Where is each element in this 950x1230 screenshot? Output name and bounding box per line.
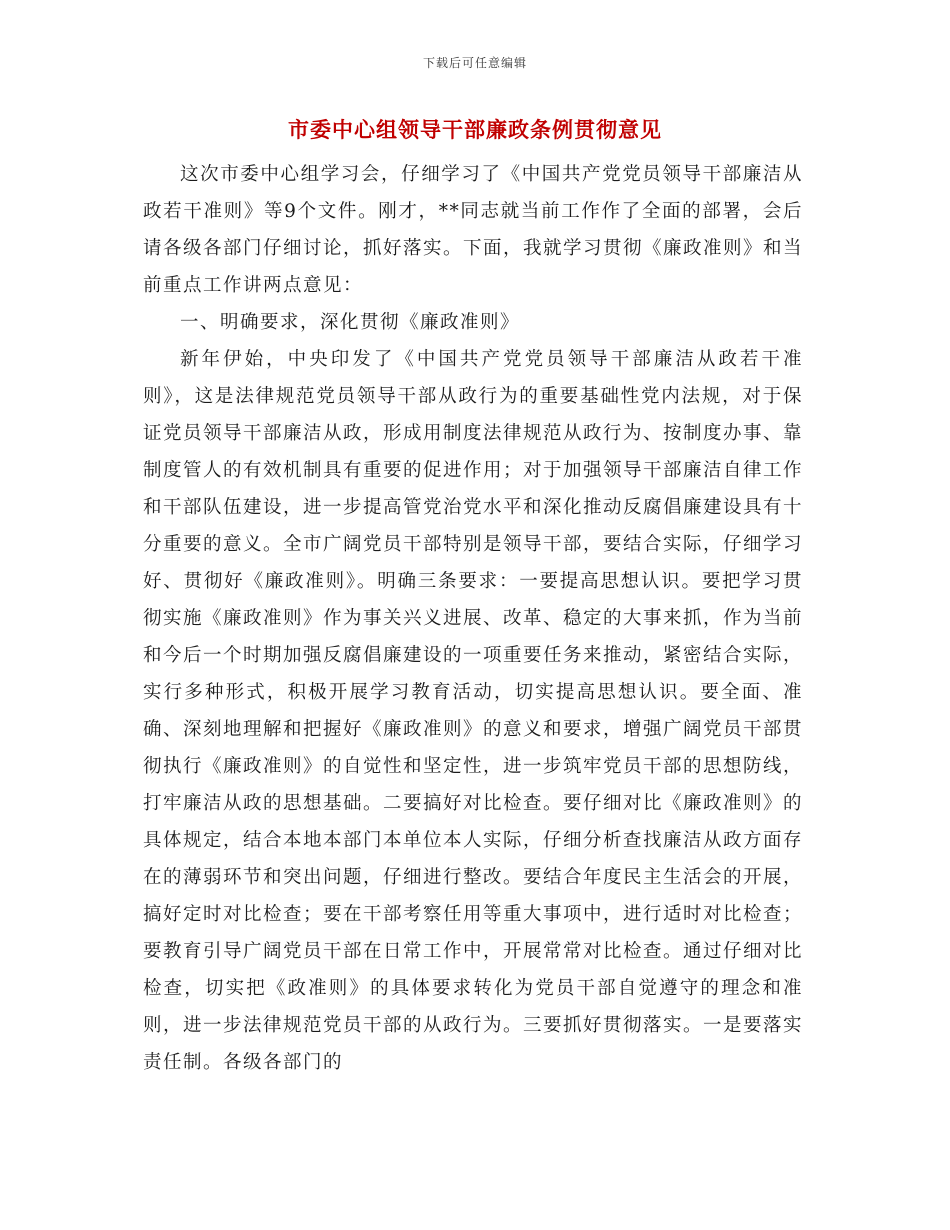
- section-heading-1: 一、明确要求，深化贯彻《廉政准则》: [180, 312, 521, 333]
- paragraph-intro: 这次市委中心组学习会，仔细学习了《中国共产党党员领导干部廉洁从政若干准则》等9个文件。刚才，**同志就当前工作作了全面的部署，会后请各级各部门仔细讨论，抓好落实。下面，我就学习贯彻《廉政准则》和当前重点工作讲两点意见：: [143, 164, 804, 296]
- document-body: [143, 156, 803, 1081]
- paragraph-section-1: 新年伊始，中央印发了《中国共产党党员领导干部廉洁从政若干准则》，这是法律规范党员领导干部从政行为的重要基础性党内法规，对于保证党员领导干部廉洁从政，形成用制度法律规范从政行为、按制度办事、靠制度管人的有效机制具有重要的促进作用；对于加强领导干部廉洁自律工作和干部队伍建设，进一步提高管党治党水平和深化推动反腐倡廉建设具有十分重要的意义。全市广阔党员干部特别是领导干部，要结合实际，仔细学习好、贯彻好《廉政准则》。明确三条要求：一要提高思想认识。要把学习贯彻实施《廉政准则》作为事关兴义进展、改革、稳定的大事来抓，作为当前和今后一个时期加强反腐倡廉建设的一项重要任务来推动，紧密结合实际，实行多种形式，积极开展学习教育活动，切实提高思想认识。要全面、准确、深刻地理解和把握好《廉政准则》的意义和要求，增强广阔党员干部贯彻执行《廉政准则》的自觉性和坚定性，进一步筑牢党员干部的思想防线，打牢廉洁从政的思想基础。二要搞好对比检查。要仔细对比《廉政准则》的具体规定，结合本地本部门本单位本人实际，仔细分析查找廉洁从政方面存在的薄弱环节和突出问题，仔细进行整改。要结合年度民主生活会的开展，搞好定时对比检查；要在干部考察任用等重大事项中，进行适时对比检查；要教育引导广阔党员干部在日常工作中，开展常常对比检查。通过仔细对比检查，切实把《政准则》的具体要求转化为党员干部自觉遵守的理念和准则，进一步法律规范党员干部的从政行为。三要抓好贯彻落实。一是要落实责任制。各级各部门的: [143, 349, 804, 1073]
- document-title: 市委中心组领导干部廉政条例贯彻意见: [288, 117, 662, 142]
- page-header-note: 下载后可任意编辑: [422, 56, 527, 70]
